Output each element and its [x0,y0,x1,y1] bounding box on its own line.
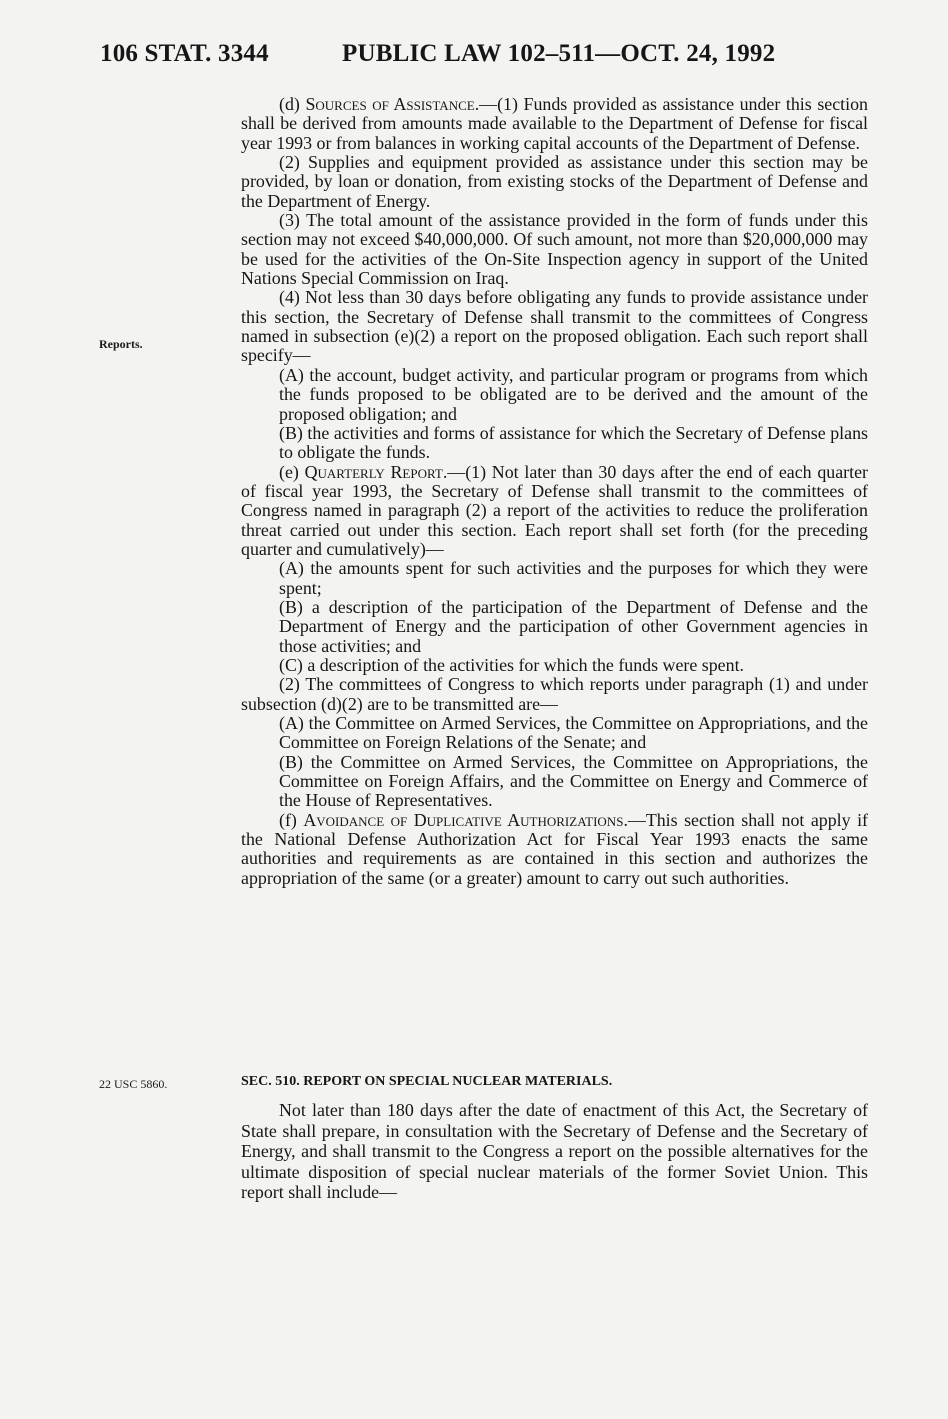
subsection-d-paragraph-2: (2) Supplies and equipment provided as assistance under this section may be provided, by loan or donation, from existing stocks of the Department of Defense and the Department of Energy. [241,152,868,211]
margin-note-usc: 22 USC 5860. [99,1077,168,1091]
subsection-e-label: (e) [279,461,299,482]
subsection-d-paragraph-4a: (A) the account, budget activity, and particular program or programs from which the funds proposed to be obligated are to be derived and the amount of the proposed obligation; and [279,364,868,424]
subsection-e-paragraph-1b: (B) a description of the participation of the Department of Defense and the Department of Energy and the participation of other Government agencies in those activities; and [279,596,868,656]
page-header [100,40,860,80]
subsection-d-paragraph-1: (d) Sources of Assistance.—(1) Funds provided as assistance under this section shall be derived from amounts made available to the Department of Defense for fiscal year 1993 or from balances in working capital accounts of the Department of Defense. [241,94,868,153]
subsection-e-text-1: (1) Not later than 30 days after the end of each quarter of fiscal year 1993, the Secretary of Defense shall transmit to the committees of Congress named in paragraph (2) a report of the activities to reduce the proliferation threat carried out under this section. Each report shall set forth (for the preceding quarter and cumulatively)— [241,461,868,559]
subsection-e-paragraph-2: (2) The committees of Congress to which reports under paragraph (1) and under subsection (d)(2) are to be transmitted are— [241,674,868,714]
subsection-d-paragraph-4: (4) Not less than 30 days before obligating any funds to provide assistance under this section, the Secretary of Defense shall transmit to the committees of Congress named in subsection (e)(2) a report on the proposed obligation. Each such report shall specify— [241,287,868,366]
section-509-text [241,95,868,888]
subsection-f-paragraph: (f) Avoidance of Duplicative Authorizations.—This section shall not apply if the National Defense Authorization Act for Fiscal Year 1993 enacts the same authorities and requirements as are contained in this section and authorizes the appropriation of the same (or a greater) amount to carry out such authorities. [241,809,868,888]
subsection-e-paragraph-1a: (A) the amounts spent for such activities and the purposes for which they were spent; [279,558,868,598]
subsection-d-heading: Sources of Assistance [305,94,475,114]
subsection-d-text-1: (1) Funds provided as assistance under this section shall be derived from amounts made available to the Department of Defense for fiscal year 1993 or from balances in working capital accounts of the Department of Defense. [241,94,868,153]
section-510-heading: SEC. 510. REPORT ON SPECIAL NUCLEAR MATERIALS. [241,1074,613,1089]
subsection-e-paragraph-2b: (B) the Committee on Armed Services, the Committee on Appropriations, the Committee on Foreign Affairs, and the Committee on Energy and Commerce of the House of Representatives. [279,751,868,811]
subsection-d-paragraph-3: (3) The total amount of the assistance provided in the form of funds under this section may not exceed $40,000,000. Of such amount, not more than $20,000,000 may be used for the activities of the On-Site Inspection agency in support of the United Nations Special Commission on Iraq. [241,210,868,289]
section-510-paragraph: Not later than 180 days after the date of enactment of this Act, the Secretary of State shall prepare, in consultation with the Secretary of Defense and the Secretary of Energy, and shall transmit to the Congress a report on the possible alternatives for the ultimate disposition of special nuclear materials of the former Soviet Union. This report shall include— [241,1100,868,1203]
subsection-e-paragraph-2a: (A) the Committee on Armed Services, the Committee on Appropriations, and the Committee on Foreign Relations of the Senate; and [279,713,868,753]
subsection-f-text: This section shall not apply if the National Defense Authorization Act for Fiscal Year 1993 enacts the same authorities and requirements as are contained in this section and authorizes the appropriation of the same (or a greater) amount to carry out such authorities. [241,809,868,888]
subsection-d-paragraph-4b: (B) the activities and forms of assistance for which the Secretary of Defense plans to obligate the funds. [279,422,868,463]
subsection-e-paragraph-1: (e) Quarterly Report.—(1) Not later than 30 days after the end of each quarter of fiscal year 1993, the Secretary of Defense shall transmit to the committees of Congress named in paragraph (2) a report of the activities to reduce the proliferation threat carried out under this section. Each report shall set forth (for the preceding quarter and cumulatively)— [241,461,868,559]
subsection-e-paragraph-1c: (C) a description of the activities for which the funds were spent. [279,654,745,675]
subsection-e-heading: Quarterly Report [304,461,443,482]
subsection-f-heading: Avoidance of Duplicative Authorizations [303,809,624,830]
subsection-d-label: (d) [279,94,300,114]
section-510-text [241,1100,868,1203]
statute-page-number: 106 STAT. 3344 [100,40,269,67]
subsection-f-label: (f) [279,809,297,830]
public-law-title: PUBLIC LAW 102–511—OCT. 24, 1992 [342,40,776,67]
margin-note-reports: Reports. [99,337,143,351]
